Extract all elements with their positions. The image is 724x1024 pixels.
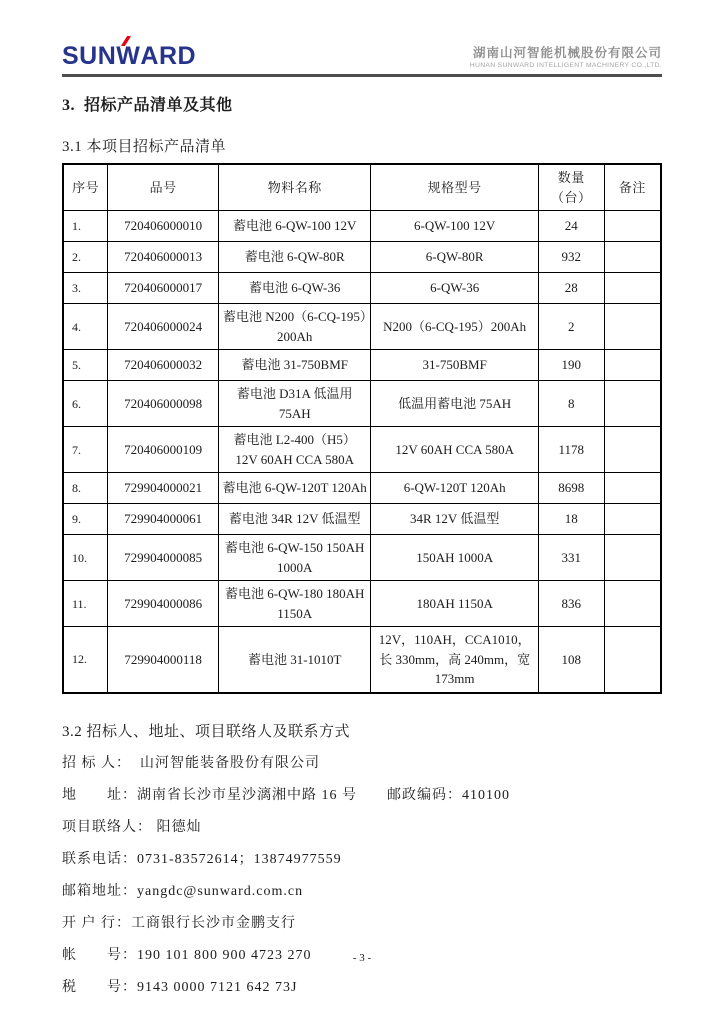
row-spec-model: N200（6-CQ-195）200Ah <box>371 304 538 350</box>
product-table-body <box>63 211 661 693</box>
row-note <box>604 242 661 273</box>
row-material-name: 蓄电池 6-QW-150 150AH 1000A <box>218 535 370 581</box>
row-item-code: 720406000017 <box>108 273 219 304</box>
row-quantity: 108 <box>538 627 604 693</box>
row-note <box>604 381 661 427</box>
logo-text-w: W <box>116 42 141 70</box>
row-note <box>604 211 661 242</box>
row-item-code: 720406000098 <box>108 381 219 427</box>
row-spec-model: 低温用蓄电池 75AH <box>371 381 538 427</box>
contact-line <box>62 915 662 933</box>
col-header-spec: 规格型号 <box>371 164 538 211</box>
row-quantity: 24 <box>538 211 604 242</box>
row-item-code: 729904000118 <box>108 627 219 693</box>
row-note <box>604 535 661 581</box>
row-material-name: 蓄电池 6-QW-80R <box>218 242 370 273</box>
contact-line <box>62 755 662 773</box>
row-quantity: 1178 <box>538 427 604 473</box>
company-block <box>470 46 662 69</box>
row-spec-model: 150AH 1000A <box>371 535 538 581</box>
col-header-note: 备注 <box>604 164 661 211</box>
row-serial: 8. <box>63 473 108 504</box>
contact-label: 联系电话： <box>62 851 137 867</box>
row-note <box>604 350 661 381</box>
company-name-en: HUNAN SUNWARD INTELLIGENT MACHINERY CO.,LTD. <box>469 62 662 69</box>
row-spec-model: 12V 60AH CCA 580A <box>371 427 538 473</box>
contact-value: 190 101 800 900 4723 270 <box>137 947 312 963</box>
row-item-code: 729904000061 <box>108 504 219 535</box>
row-quantity: 8698 <box>538 473 604 504</box>
table-row <box>63 581 661 627</box>
row-quantity: 18 <box>538 504 604 535</box>
table-row <box>63 504 661 535</box>
row-material-name: 蓄电池 N200（6-CQ-195）200Ah <box>218 304 370 350</box>
row-quantity: 190 <box>538 350 604 381</box>
logo-text-sun: SUN <box>62 42 117 70</box>
row-item-code: 729904000085 <box>108 535 219 581</box>
contact-label: 邮箱地址： <box>62 883 137 899</box>
row-material-name: 蓄电池 D31A 低温用 75AH <box>218 381 370 427</box>
section-3-title: 3. 招标产品清单及其他 <box>62 97 233 114</box>
row-spec-model: 6-QW-120T 120Ah <box>371 473 538 504</box>
section-3-2-title: 3.2 招标人、地址、项目联络人及联系方式 <box>62 723 351 740</box>
table-row <box>63 473 661 504</box>
table-row <box>63 350 661 381</box>
row-item-code: 729904000021 <box>108 473 219 504</box>
logo-letter-w <box>116 44 140 69</box>
row-serial: 7. <box>63 427 108 473</box>
row-spec-model: 6-QW-100 12V <box>371 211 538 242</box>
row-spec-model: 31-750BMF <box>371 350 538 381</box>
sunward-logo-text <box>62 44 196 69</box>
row-quantity: 331 <box>538 535 604 581</box>
row-item-code: 720406000010 <box>108 211 219 242</box>
row-note <box>604 273 661 304</box>
row-note <box>604 627 661 693</box>
table-row <box>63 242 661 273</box>
contact-value: 9143 0000 7121 642 73J <box>137 979 298 995</box>
row-serial: 3. <box>63 273 108 304</box>
row-spec-model: 6-QW-36 <box>371 273 538 304</box>
row-quantity: 28 <box>538 273 604 304</box>
contact-value: yangdc@sunward.com.cn <box>137 883 304 899</box>
table-row <box>63 211 661 242</box>
row-note <box>604 427 661 473</box>
row-serial: 2. <box>63 242 108 273</box>
contact-label: 帐 号： <box>62 947 137 963</box>
section-3-1-title: 3.1 本项目招标产品清单 <box>62 139 227 155</box>
col-header-quantity: 数量（台） <box>538 164 604 211</box>
page-header <box>62 44 662 69</box>
contact-line <box>62 819 662 837</box>
row-item-code: 729904000086 <box>108 581 219 627</box>
table-row <box>63 304 661 350</box>
row-spec-model: 180AH 1150A <box>371 581 538 627</box>
page-number: - 3 - <box>352 952 372 964</box>
row-material-name: 蓄电池 34R 12V 低温型 <box>218 504 370 535</box>
row-serial: 12. <box>63 627 108 693</box>
header-divider <box>62 74 662 77</box>
col-header-itemcode: 品号 <box>108 164 219 211</box>
row-item-code: 720406000013 <box>108 242 219 273</box>
logo-text-ard: ARD <box>140 42 197 70</box>
row-note <box>604 504 661 535</box>
sunward-logo <box>62 44 196 69</box>
row-material-name: 蓄电池 31-1010T <box>218 627 370 693</box>
table-row <box>63 427 661 473</box>
row-spec-model: 6-QW-80R <box>371 242 538 273</box>
contact-line <box>62 787 662 805</box>
row-serial: 11. <box>63 581 108 627</box>
row-serial: 5. <box>63 350 108 381</box>
row-material-name: 蓄电池 6-QW-180 180AH 1150A <box>218 581 370 627</box>
row-serial: 1. <box>63 211 108 242</box>
row-serial: 9. <box>63 504 108 535</box>
table-row <box>63 627 661 693</box>
table-row <box>63 535 661 581</box>
contact-label: 招 标 人： <box>62 755 131 771</box>
contact-value: 湖南省长沙市星沙漓湘中路 16 号 <box>137 787 357 803</box>
row-quantity: 8 <box>538 381 604 427</box>
contact-line <box>62 851 662 869</box>
row-serial: 6. <box>63 381 108 427</box>
contact-label: 项目联络人： <box>62 819 152 835</box>
contact-label: 地 址： <box>62 787 137 803</box>
page-footer <box>0 952 724 964</box>
table-row <box>63 381 661 427</box>
table-row <box>63 273 661 304</box>
contact-value: 0731-83572614；13874977559 <box>137 851 342 867</box>
contact-extra-label: 邮政编码： <box>387 787 462 803</box>
contact-label: 开 户 行： <box>62 915 131 931</box>
contact-line <box>62 979 662 997</box>
product-table <box>62 163 662 694</box>
row-quantity: 2 <box>538 304 604 350</box>
row-spec-model: 34R 12V 低温型 <box>371 504 538 535</box>
contact-value: 阳德灿 <box>152 819 202 835</box>
table-header-row <box>63 164 661 211</box>
row-serial: 10. <box>63 535 108 581</box>
row-item-code: 720406000024 <box>108 304 219 350</box>
col-header-serial: 序号 <box>63 164 108 211</box>
row-item-code: 720406000032 <box>108 350 219 381</box>
contact-value: 山河智能装备股份有限公司 <box>131 755 320 771</box>
row-material-name: 蓄电池 L2-400（H5） 12V 60AH CCA 580A <box>218 427 370 473</box>
row-item-code: 720406000109 <box>108 427 219 473</box>
row-note <box>604 581 661 627</box>
row-material-name: 蓄电池 6-QW-120T 120Ah <box>218 473 370 504</box>
row-material-name: 蓄电池 6-QW-36 <box>218 273 370 304</box>
row-quantity: 932 <box>538 242 604 273</box>
row-spec-model: 12V，110AH，CCA1010，长 330mm，高 240mm，宽 173mm <box>371 627 538 693</box>
row-note <box>604 473 661 504</box>
row-material-name: 蓄电池 6-QW-100 12V <box>218 211 370 242</box>
company-name-cn: 湖南山河智能机械股份有限公司 <box>472 46 662 61</box>
row-serial: 4. <box>63 304 108 350</box>
row-quantity: 836 <box>538 581 604 627</box>
row-note <box>604 304 661 350</box>
row-material-name: 蓄电池 31-750BMF <box>218 350 370 381</box>
contact-value: 工商银行长沙市金鹏支行 <box>131 915 296 931</box>
col-header-material: 物料名称 <box>218 164 370 211</box>
contact-extra-value: 410100 <box>462 787 510 803</box>
contact-label: 税 号： <box>62 979 137 995</box>
contact-line <box>62 883 662 901</box>
